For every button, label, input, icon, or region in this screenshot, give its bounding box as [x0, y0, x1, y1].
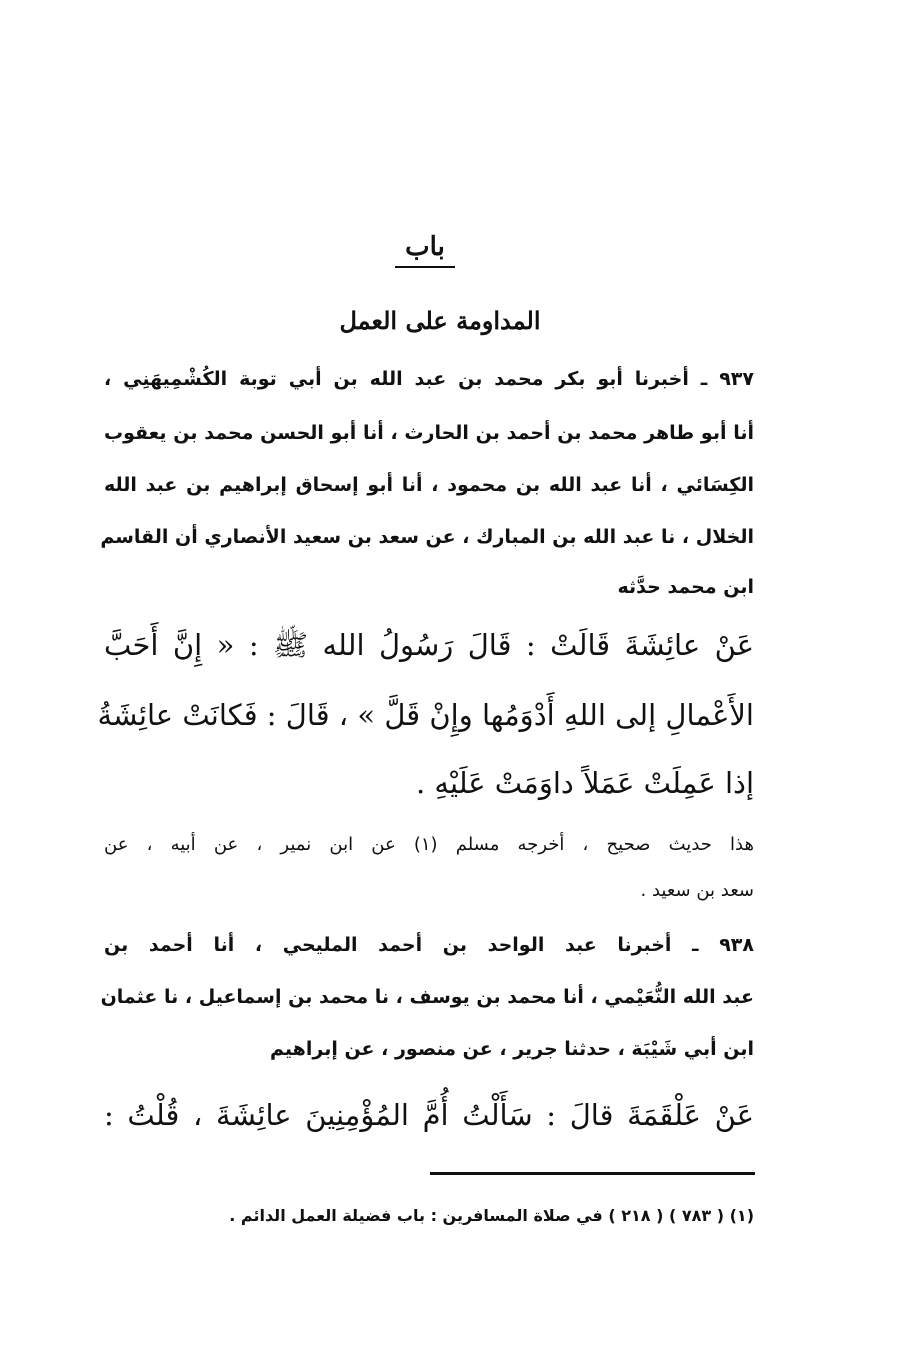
chapter-title-underline — [395, 266, 455, 268]
chapter-subtitle: المداومة على العمل — [339, 306, 541, 335]
matn-937-line-1: عَنْ عائِشَةَ قَالَتْ : قَالَ رَسُولُ الله ﷺ : « إِنَّ أَحَبَّ — [104, 628, 754, 662]
isnad-937-line-4: الخلال ، نا عبد الله بن المبارك ، عن سعد بن سعيد الأنصاري أن القاسم — [100, 526, 754, 548]
isnad-938-line-3: ابن أبي شَيْبَة ، حدثنا جرير ، عن منصور ، عن إبراهيم — [270, 1038, 754, 1060]
footnote: (١) ( ٧٨٣ ) ( ٢١٨ ) في صلاة المسافرين : باب فضيلة العمل الدائم . — [229, 1206, 754, 1225]
isnad-937-line-5: ابن محمد حدَّثه — [617, 576, 754, 598]
isnad-937-line-2: أنا أبو طاهر محمد بن أحمد بن الحارث ، أنا أبو الحسن محمد بن يعقوب — [104, 422, 754, 444]
chapter-title: باب — [405, 232, 445, 262]
isnad-938-line-1: ٩٣٨ ـ أخبرنا عبد الواحد بن أحمد المليحي ، أنا أحمد بن — [104, 934, 754, 956]
matn-938-line-1: عَنْ عَلْقَمَةَ قالَ : سَأَلْتُ أُمَّ المُؤْمِنِينَ عائِشَةَ ، قُلْتُ : — [104, 1098, 754, 1132]
matn-937-line-2: الأَعْمالِ إلى اللهِ أَدْوَمُها وإِنْ قَلَّ » ، قَالَ : فَكانَتْ عائِشَةُ — [97, 698, 754, 732]
takhrij-937-line-1: هذا حديث صحيح ، أخرجه مسلم (١) عن ابن نمير ، عن أبيه ، عن — [104, 834, 754, 855]
takhrij-937-line-2: سعد بن سعيد . — [640, 880, 754, 901]
isnad-937-line-1: ٩٣٧ ـ أخبرنا أبو بكر محمد بن عبد الله بن أبي توبة الكُشْمِيهَنِي ، — [104, 368, 754, 390]
isnad-937-line-3: الكِسَائي ، أنا عبد الله بن محمود ، أنا أبو إسحاق إبراهيم بن عبد الله — [104, 474, 754, 496]
matn-937-line-3: إذا عَمِلَتْ عَمَلاً داوَمَتْ عَلَيْهِ . — [415, 766, 754, 800]
isnad-938-line-2: عبد الله النُّعَيْمي ، أنا محمد بن يوسف ، نا محمد بن إسماعيل ، نا عثمان — [100, 986, 754, 1008]
footnote-separator — [430, 1172, 755, 1175]
